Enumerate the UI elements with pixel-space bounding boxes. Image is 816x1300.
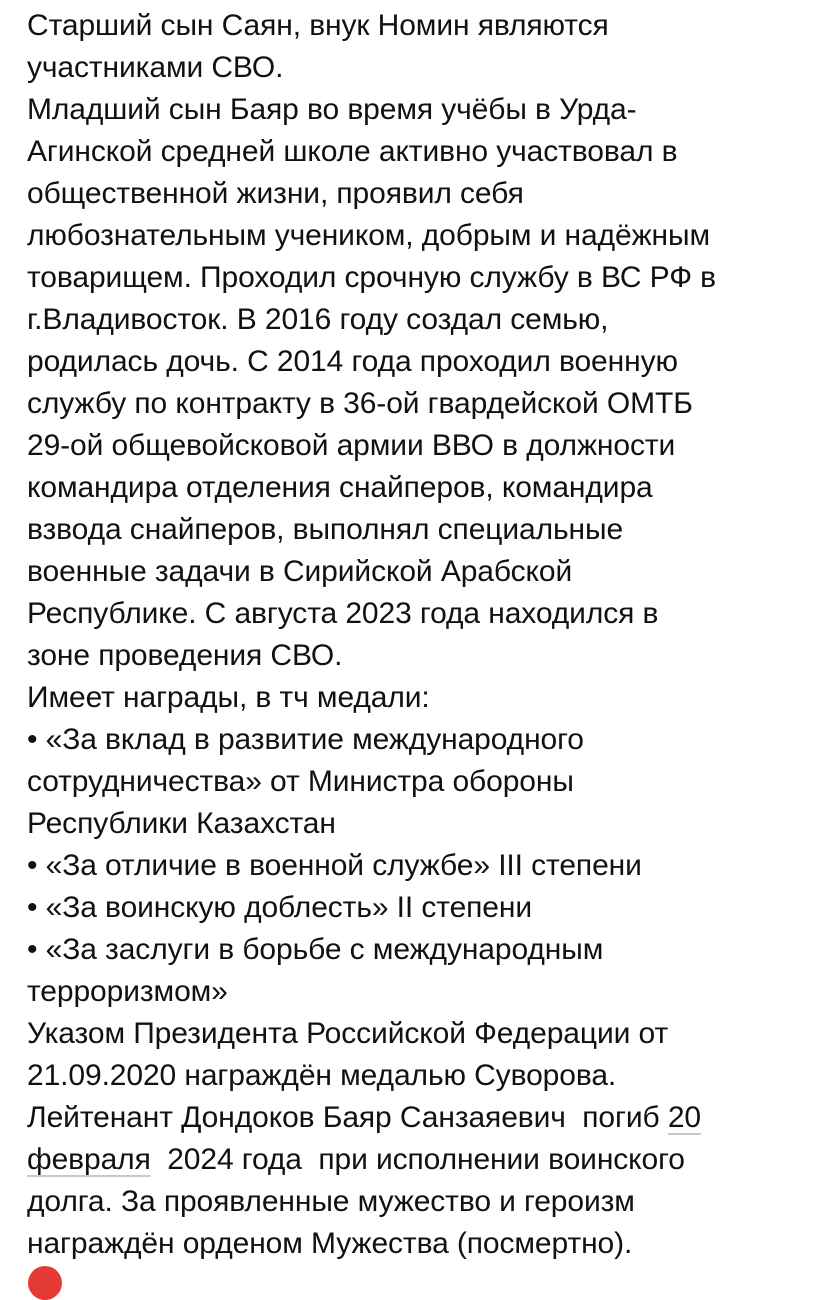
text-line: военные задачи в Сирийской Арабской [27, 555, 573, 588]
text-line: Агинской средней школе активно участвовал в [27, 135, 678, 168]
text-line: участниками СВО. [27, 51, 284, 84]
text-fragment: Лейтенант Дондоков Баяр Санзаяевич погиб [27, 1101, 668, 1134]
award-item: • «За воинскую доблесть» II степени [27, 891, 533, 924]
award-item-continued: Республики Казахстан [27, 807, 336, 840]
date-link-day[interactable]: 20 [667, 1101, 702, 1134]
text-line: Старший сын Саян, внук Номин являются [27, 9, 609, 42]
text-line: зоне проведения СВО. [27, 639, 343, 672]
text-line: товарищем. Проходил срочную службу в ВС РФ в [27, 261, 717, 294]
award-item-continued: терроризмом» [27, 975, 228, 1008]
text-line: родилась дочь. С 2014 года проходил военную [27, 345, 678, 378]
text-line: Младший сын Баяр во время учёбы в Урда- [27, 93, 637, 126]
text-line: 29-ой общевойсковой армии ВВО в должности [27, 429, 676, 462]
reaction-badge-icon[interactable] [28, 1266, 62, 1300]
text-line: долга. За проявленные мужество и героизм [27, 1185, 635, 1218]
award-item: • «За отличие в военной службе» III степени [27, 849, 642, 882]
text-line: Республике. С августа 2023 года находился в [27, 597, 659, 630]
text-line: общественной жизни, проявил себя [27, 177, 524, 210]
text-line: любознательным учеником, добрым и надёжным [27, 219, 711, 252]
date-link-month[interactable]: февраля [27, 1143, 151, 1176]
text-fragment: 2024 года при исполнении воинского [150, 1143, 685, 1176]
text-line: награждён орденом Мужества (посмертно). [27, 1227, 633, 1260]
award-item: • «За заслуги в борьбе с международным [27, 933, 604, 966]
text-line: 21.09.2020 награждён медалью Суворова. [27, 1059, 617, 1092]
text-line: Указом Президента Российской Федерации от [27, 1017, 669, 1050]
document-body [27, 5, 802, 1265]
awards-heading: Имеет награды, в тч медали: [27, 681, 430, 714]
text-line [27, 1139, 802, 1181]
award-item: • «За вклад в развитие международного [27, 723, 584, 756]
text-line: г.Владивосток. В 2016 году создал семью, [27, 303, 609, 336]
award-item-continued: сотрудничества» от Министра обороны [27, 765, 574, 798]
text-line: взвода снайперов, выполнял специальные [27, 513, 624, 546]
text-line [27, 1097, 802, 1139]
text-line: командира отделения снайперов, командира [27, 471, 653, 504]
text-line: службу по контракту в 36-ой гвардейской ОМТБ [27, 387, 693, 420]
